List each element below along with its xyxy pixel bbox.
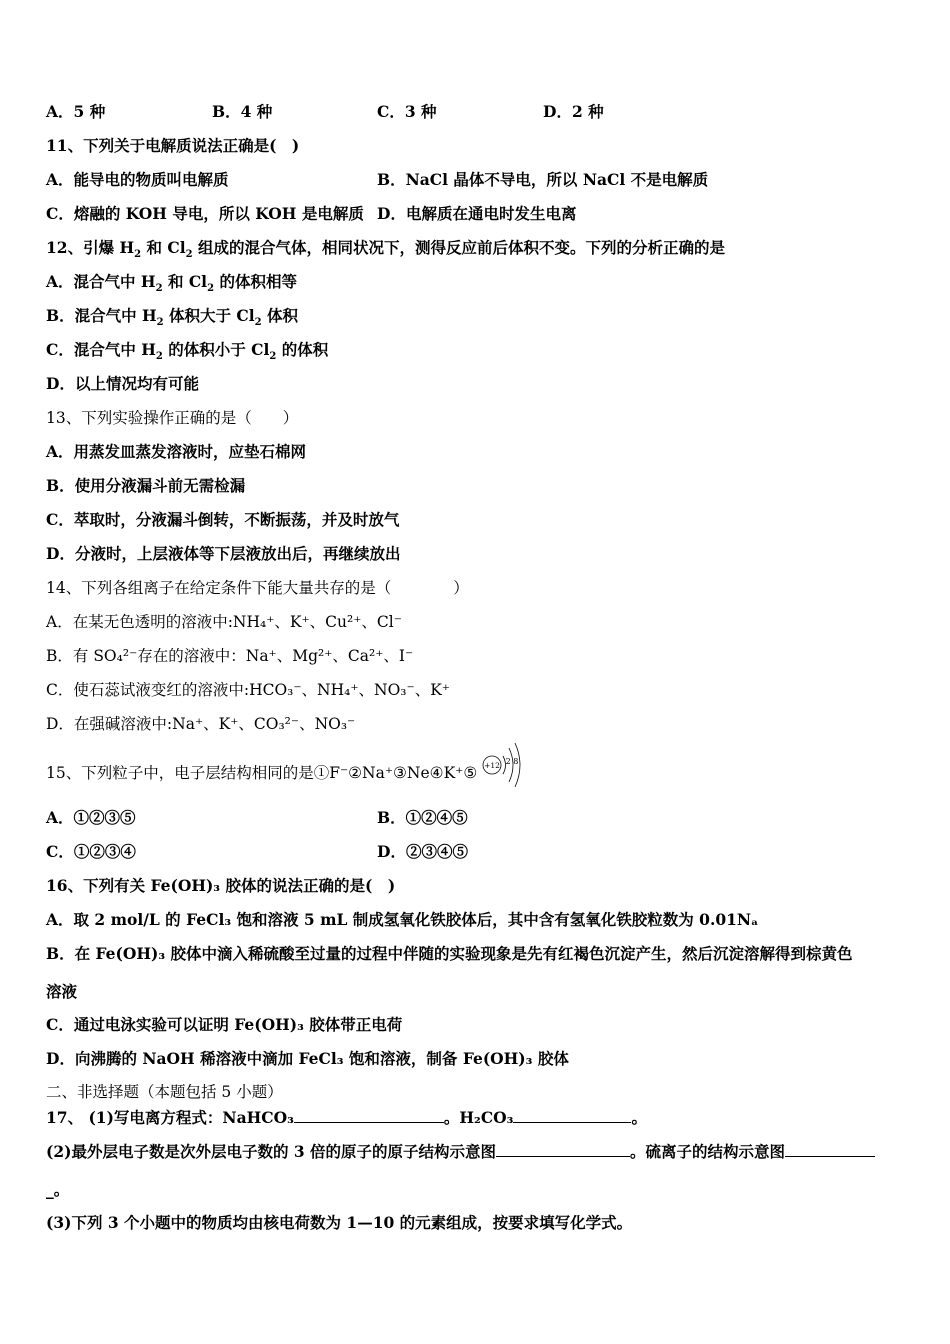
q11-option-a: A．能导电的物质叫电解质: [46, 170, 229, 189]
q16-option-b-line2: 溶液: [46, 982, 78, 1001]
q11-options-row1: [46, 170, 709, 190]
q17-line1: 17、 (1)写电离方程式：NaHCO₃ 。H₂CO₃ 。: [46, 1108, 647, 1127]
q16-option-b-line1: B．在 Fe(OH)₃ 胶体中滴入稀硫酸至过量的过程中伴随的实验现象是先有红褐色沉淀产生，然后沉淀溶解得到棕黄色: [46, 944, 853, 963]
q14-option-c: C．使石蕊试液变红的溶液中:HCO₃⁻、NH₄⁺、NO₃⁻、K⁺: [46, 681, 450, 699]
q15-options-row1: [46, 808, 468, 828]
q16-stem: 16、下列有关 Fe(OH)₃ 胶体的说法正确的是( ): [46, 876, 396, 895]
answer-blank[interactable]: [294, 1108, 444, 1123]
q12-option-c: C．混合气中 $H_2$ 的体积小于 $Cl_2$ 的体积: [46, 340, 329, 363]
q15-option-a: A．①②③⑤: [46, 808, 136, 827]
q16-option-c: C．通过电泳实验可以证明 Fe(OH)₃ 胶体带正电荷: [46, 1015, 403, 1034]
q12-option-a: A．混合气中 $H_2$ 和 $Cl_2$ 的体积相等: [46, 272, 297, 295]
q14-option-a: A．在某无色透明的溶液中:NH₄⁺、K⁺、Cu²⁺、Cl⁻: [46, 613, 402, 631]
answer-blank[interactable]: [785, 1142, 875, 1157]
q15-options-row2: [46, 842, 468, 862]
nucleus-charge: +12: [484, 761, 501, 770]
q10-option-b: B．4 种: [212, 102, 273, 121]
q13-option-a: A．用蒸发皿蒸发溶液时，应垫石棉网: [46, 442, 307, 461]
q11-options-row2: [46, 204, 577, 224]
q10-option-a: A．5 种: [46, 102, 106, 121]
q10-option-c: C．3 种: [377, 102, 437, 121]
q11-stem: 11、下列关于电解质说法正确是( ): [46, 136, 300, 155]
q13-stem: 13、下列实验操作正确的是（ ）: [46, 409, 299, 427]
q14-option-d: D．在强碱溶液中:Na⁺、K⁺、CO₃²⁻、NO₃⁻: [46, 715, 356, 733]
q13-option-b: B．使用分液漏斗前无需检漏: [46, 476, 246, 495]
q11-option-b: B．NaCl 晶体不导电，所以 NaCl 不是电解质: [377, 170, 709, 189]
q17-line2-tail: _。: [46, 1180, 70, 1199]
q12-option-b: B．混合气中 $H_2$ 体积大于 $Cl_2$ 体积: [46, 306, 299, 329]
q14-stem: 14、下列各组离子在给定条件下能大量共存的是（ ）: [46, 579, 469, 597]
q11-option-d: D．电解质在通电时发生电离: [377, 204, 577, 223]
q17-line3: (3)下列 3 个小题中的物质均由核电荷数为 1—10 的元素组成，按要求填写化学式。: [46, 1213, 633, 1232]
q17-line2: (2)最外层电子数是次外层电子数的 3 倍的原子的原子结构示意图 。硫离子的结构示意图: [46, 1142, 875, 1162]
q13-option-c: C．萃取时，分液漏斗倒转，不断振荡，并及时放气: [46, 510, 400, 529]
section-heading: 二、非选择题（本题包括 5 小题）: [46, 1083, 283, 1101]
q13-option-d: D．分液时，上层液体等下层液放出后，再继续放出: [46, 544, 401, 563]
q12-option-d: D．以上情况均有可能: [46, 374, 199, 393]
answer-blank[interactable]: [496, 1142, 630, 1157]
q12-stem: 12、引爆 $H_2$ 和 $Cl_2$ 组成的混合气体，相同状况下，测得反应前后体积不变。下列的分析正确的是: [46, 238, 725, 261]
magnesium-ion-structure-diagram: [481, 757, 523, 788]
q16-option-d: D．向沸腾的 NaOH 稀溶液中滴加 FeCl₃ 饱和溶液，制备 Fe(OH)₃ 胶体: [46, 1049, 569, 1068]
q10-option-d: D．2 种: [543, 102, 604, 121]
q16-option-a: A．取 2 mol/L 的 FeCl₃ 饱和溶液 5 mL 制成氢氧化铁胶体后，其中含有氢氧化铁胶粒数为 0.01Nₐ: [46, 910, 759, 929]
q11-option-c: C．熔融的 KOH 导电，所以 KOH 是电解质: [46, 204, 364, 223]
q14-option-b: B．有 SO₄²⁻存在的溶液中：Na⁺、Mg²⁺、Ca²⁺、I⁻: [46, 647, 414, 665]
q15-stem: 15、下列粒子中，电子层结构相同的是①F⁻②Na⁺③Ne④K⁺⑤ +12 2 8: [46, 760, 523, 788]
answer-blank[interactable]: [513, 1108, 631, 1123]
shell-electrons: 2 8: [505, 757, 519, 766]
q15-option-c: C．①②③④: [46, 842, 136, 861]
q15-option-d: D．②③④⑤: [377, 842, 468, 861]
q15-option-b: B．①②④⑤: [377, 808, 468, 827]
